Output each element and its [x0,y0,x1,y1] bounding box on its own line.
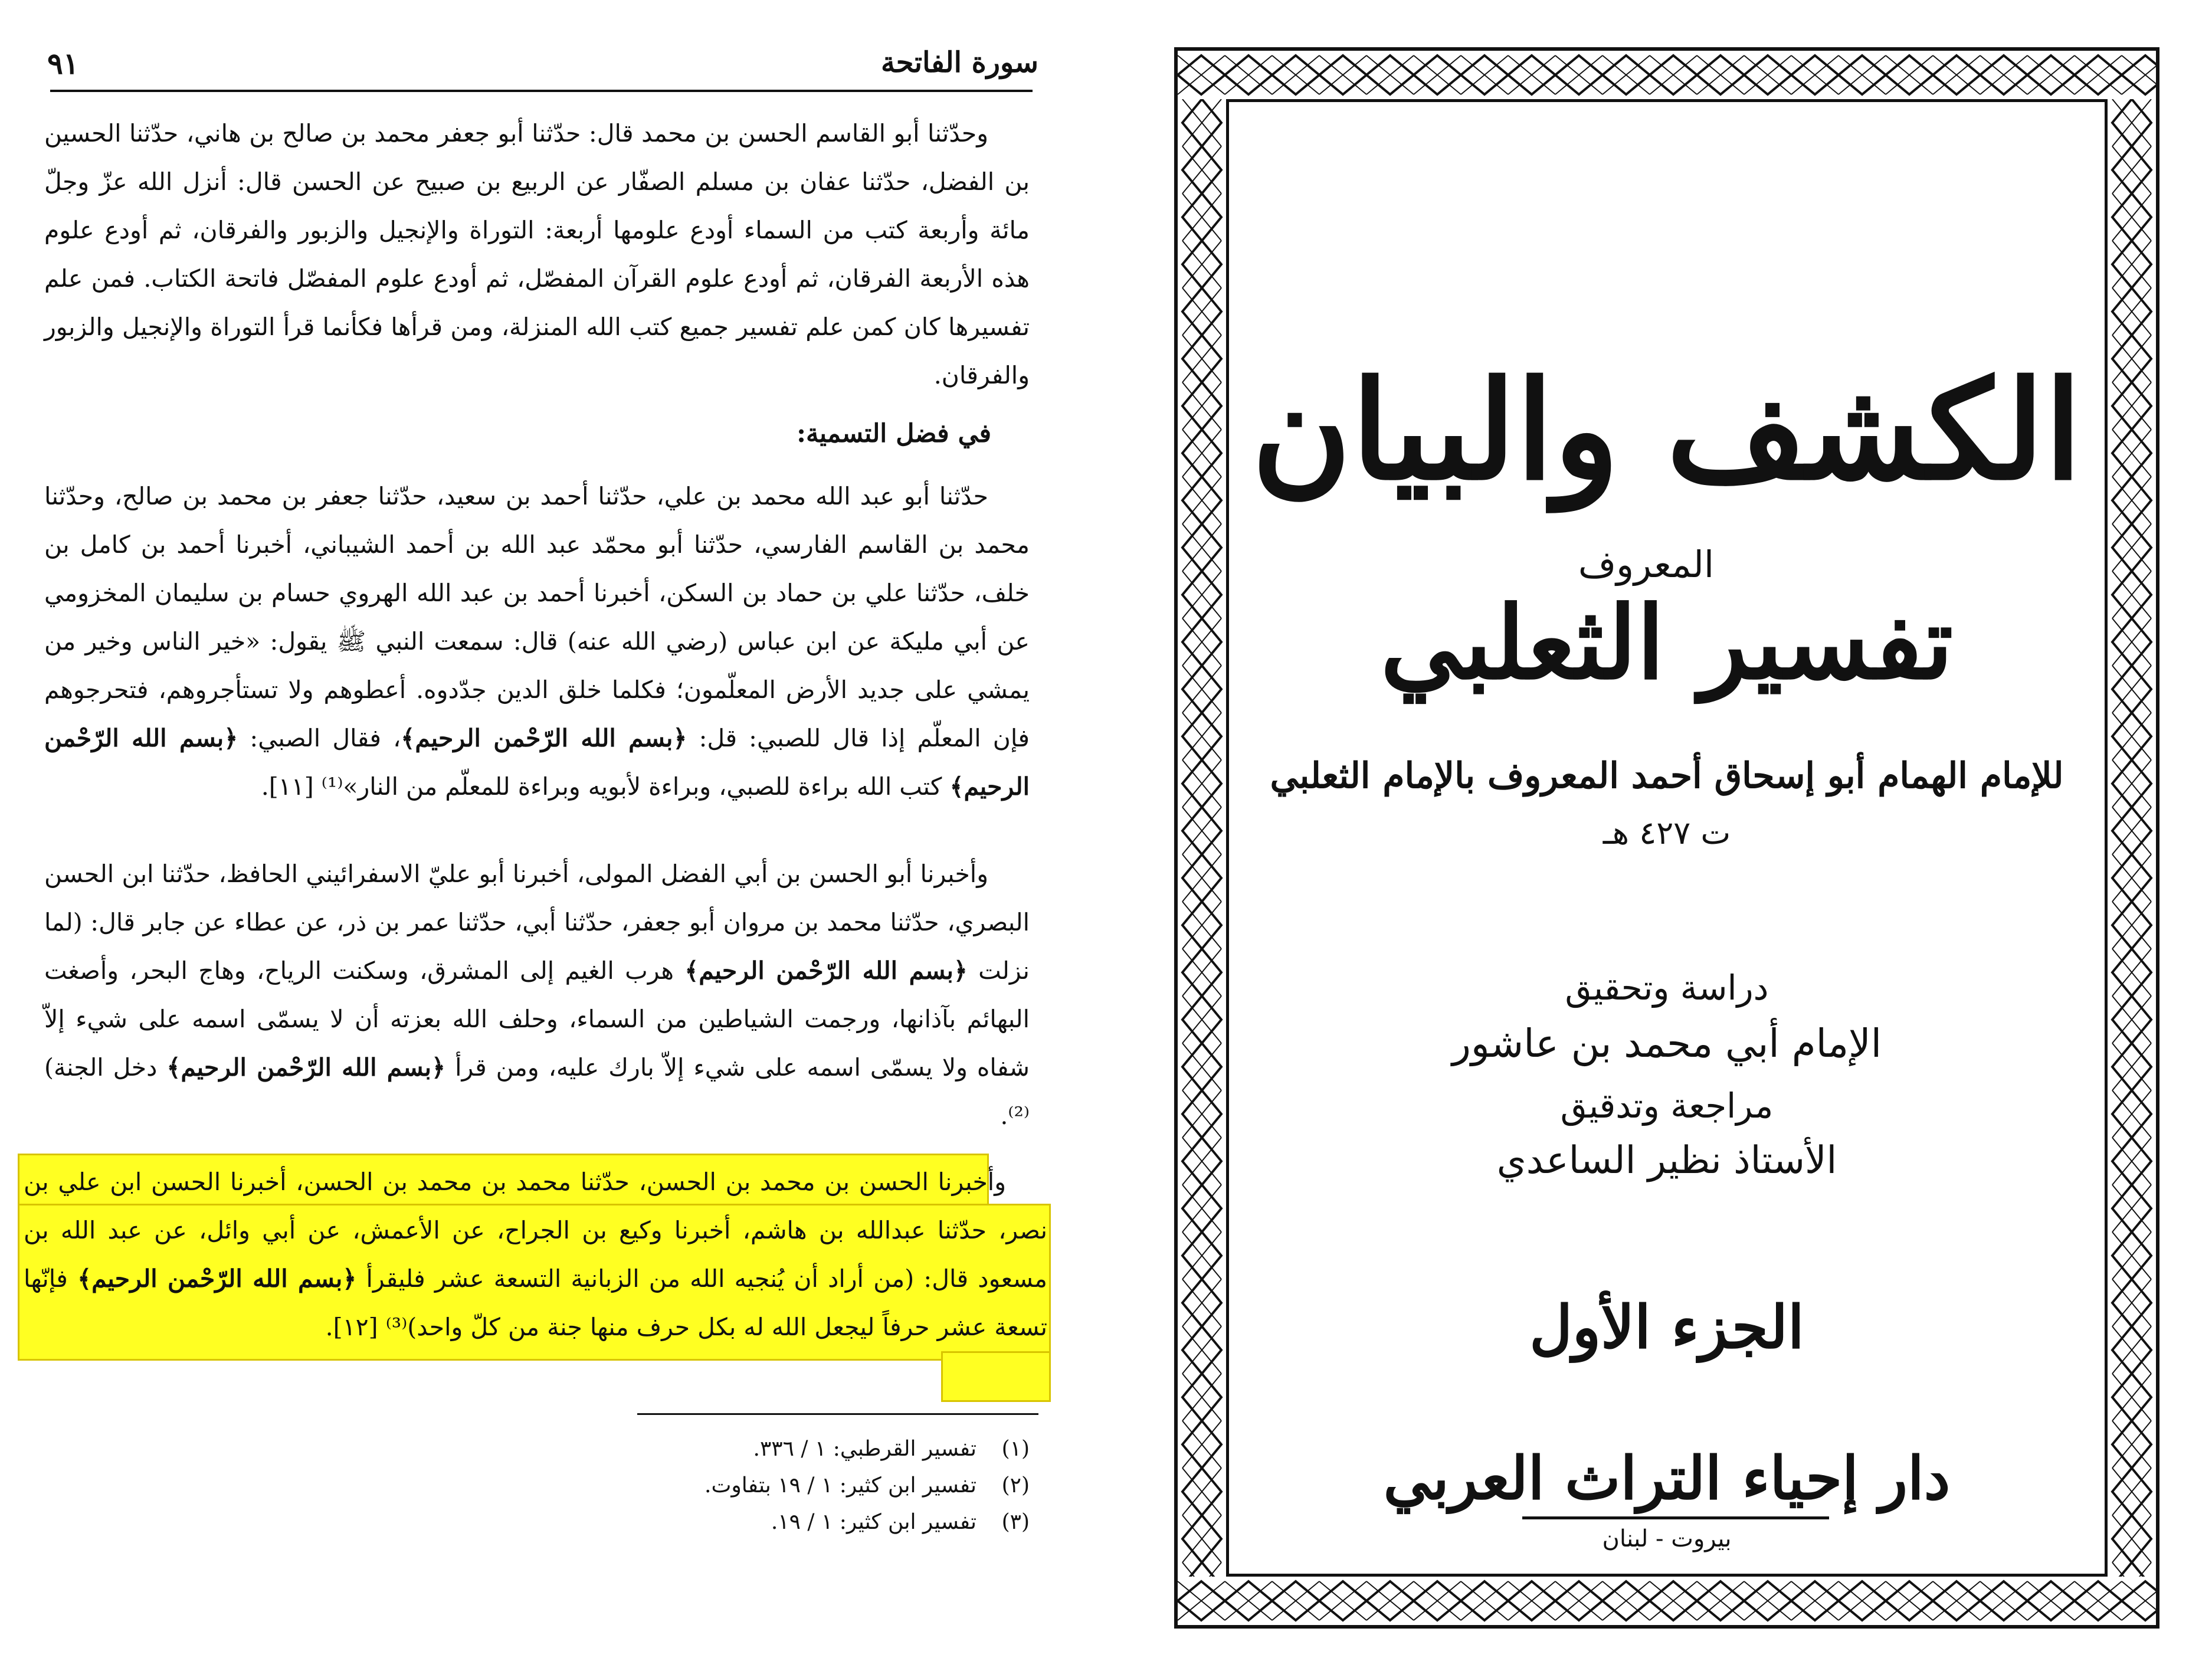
paragraph-text: وحدّثنا أبو القاسم الحسن بن محمد قال: حدّثنا أبو جعفر محمد بن صالح بن هاني، حدّثنا الحسين بن الفضل، حدّثنا عفان بن مسلم الصفّار عن الربيع بن صبيح عن الحسن قال: أنزل الله عزّ وجلّ مائة وأربعة كتب من السماء أودع علومها أربعة: التوراة والإنجيل والزبور والفرقان، ثم أودع علوم هذه الأربعة الفرقان، ثم أودع علوم القرآن المفصّل، ثم أودع علوم المفصّل فاتحة الكتاب. فمن علم تفسيرها كان كمن علم تفسير جميع كتب الله المنزلة، ومن قرأها فكأنما قرأ التوراة والإنجيل والزبور والفرقان. [44,119,1030,389]
publisher-city: بيروت - لبنان [1602,1525,1732,1552]
header-rule [50,90,1033,92]
publisher-underline [1522,1516,1829,1519]
paragraph-text: حدّثنا أبو عبد الله محمد بن علي، حدّثنا أحمد بن سعيد، حدّثنا جعفر بن محمد بن صالح، وحدّثنا محمد بن القاسم الفارسي، حدّثنا أبو محمّد عبد الله بن أحمد الشيباني، أخبرنا أحمد بن كامل بن خلف، حدّثنا علي بن حماد بن السكن، أخبرنا أحمد بن عبد الله الهروي حسام بن سليمان المخزومي عن أبي مليكة عن ابن عباس (رضي الله عنه) قال: سمعت النبي ﷺ يقول: «خير الناس وخير من يمشي على جديد الأرض المعلّمون؛ فكلما خلق الدين جدّدوه. أعطوهم ولا تستأجروهم، فتحرجوهم فإن المعلّم إذا قال للصبي: قل: [44,482,1030,752]
title-page [1174,47,2165,1634]
quranic-phrase: ﴿بسم الله الرّحْمن الرحيم﴾ [684,956,968,985]
paragraph-text: [١٢]. [325,1313,378,1341]
ornament-band-top [1178,51,2156,99]
reviewer-name: الأستاذ نظير الساعدي [1496,1139,1837,1182]
ornament-band-bottom [1178,1577,2156,1625]
book-subtitle: تفسير الثعلبي [1380,584,1954,702]
paragraph-text: فإنّها تسعة عشر حرفاً ليجعل الله له بكل حرف منها جنة من كلّ واحد)⁽³⁾ [24,1264,1047,1341]
footnote-item [704,1431,1030,1467]
page-number: ٩١ [47,46,79,81]
left-page [0,0,1062,1661]
study-label: دراسة وتحقيق [1565,968,1769,1008]
review-label: مراجعة وتدقيق [1560,1086,1774,1126]
author-line: للإمام الهمام أبو إسحاق أحمد المعروف بالإمام الثعلبي [1270,755,2064,797]
paragraph-text: ، فقال الصبي: [250,724,401,752]
known-as-label: المعروف [1578,543,1715,586]
publisher-logo: دار إحياء التراث العربي [1383,1443,1951,1513]
footnote-item [704,1467,1030,1504]
section-heading: في فضل التسمية: [797,419,991,448]
footnote-number: (٢) [1001,1473,1030,1498]
paragraph-text: دخل الجنة)⁽²⁾. [44,1053,1030,1130]
paragraph-text: كتب الله براءة للصبي، وبراءة لأبويه وبراءة للمعلّم من النار»⁽¹⁾ [١١]. [261,772,942,801]
paragraph-2 [44,472,1030,811]
death-date: ت ٤٢٧ هـ [1603,814,1731,851]
quranic-phrase: ﴿بسم الله الرّحْمن الرحيم﴾ [44,724,1030,801]
footnote-number: (١) [1001,1437,1030,1461]
quranic-phrase: ﴿بسم الله الرّحْمن الرحيم﴾ [401,724,687,752]
volume-label: الجزء الأول [1529,1292,1804,1362]
footnote-text: تفسير ابن كثير: ١ / ١٩ بتفاوت. [704,1473,976,1498]
book-title: الكشف والبيان [1251,351,2082,510]
footnote-text: تفسير القرطبي: ١ / ٣٣٦. [753,1437,976,1461]
footnote-rule [637,1413,1038,1415]
running-head [41,46,1038,81]
paragraph-4-highlighted [24,1158,1047,1351]
paragraph-text: وأخبرنا أبو الحسن بن أبي الفضل المولى، أخبرنا أبو عليّ الاسفرائيني الحافظ، حدّثنا ابن الحسن البصري، حدّثنا محمد بن مروان أبو جعفر، حدّثنا أبي، حدّثنا عمر بن ذر، عن عطاء عن جابر قال: (لما نزلت [44,860,1030,985]
ornament-band-right [2108,99,2156,1577]
footnotes [704,1431,1030,1541]
paragraph-3 [44,850,1030,1140]
paragraph-1 [44,109,1030,399]
ornament-band-left [1178,99,1226,1577]
paragraph-text: هرب الغيم إلى المشرق، وسكنت الرياح، وهاج البحر، وأصغت البهائم بآذانها، ورجمت الشياطين من السماء، وحلف الله بعزته أن لا يسمّى اسمه على شيء إلاّ شفاه ولا يسمّى اسمه على شيء إلاّ بارك عليه، ومن قرأ [44,956,1030,1082]
editor-name: الإمام أبي محمد بن عاشور [1451,1021,1882,1066]
surah-title: سورة الفاتحة [881,46,1038,79]
footnote-text: تفسير ابن كثير: ١ / ١٩. [771,1510,976,1534]
footnote-item [704,1504,1030,1541]
footnote-number: (٣) [1001,1510,1030,1534]
quranic-phrase: ﴿بسم الله الرّحْمن الرحيم﴾ [166,1053,446,1082]
paragraph-text: وأخبرنا الحسن بن محمد بن الحسن، حدّثنا محمد بن محمد بن الحسن، أخبرنا الحسن ابن علي بن نصر، حدّثنا عبدالله بن هاشم، أخبرنا وكيع بن الجراح، عن الأعمش، عن أبي وائل، عن عبد الله بن مسعود قال: (من أراد أن يُنجيه الله من الزبانية التسعة عشر فليقرأ [24,1168,1047,1293]
highlight-marker [941,1351,1051,1402]
quranic-phrase: ﴿بسم الله الرّحْمن الرحيم﴾ [77,1264,357,1293]
